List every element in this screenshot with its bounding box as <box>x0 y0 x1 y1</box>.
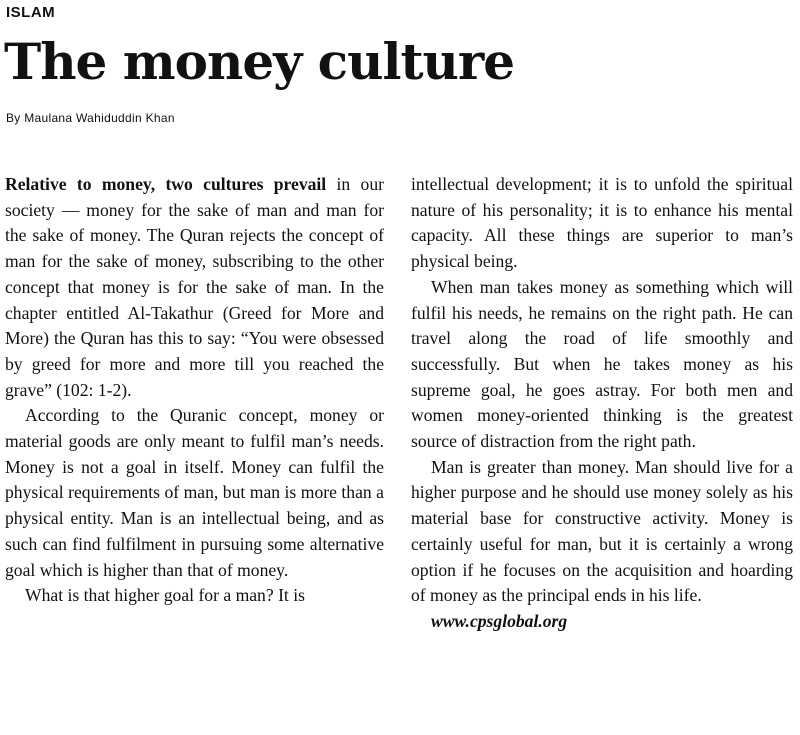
paragraph-1-text: in our society — money for the sake of man and man for the sake of money. The Quran rejects the concept of man for the sake of money, subscribing to the other concept that money is for the sake of man. In the chapter entitled Al-Takathur (Greed for More and More) the Quran has this to say: “You were obsessed by greed for more and more till you reached the grave” (102: 1-2). <box>5 174 384 400</box>
lead-in: Relative to money, two cultures prevail <box>5 174 327 194</box>
paragraph-3-start: What is that higher goal for a man? It is <box>25 585 305 606</box>
right-column <box>411 172 793 635</box>
paragraph-5: Man is greater than money. Man should live for a higher purpose and he should use money solely as his material base for constructive activity. Money is certainly useful for man, but it is certainly a wrong option if he focuses on the acquisition and hoarding of money as the principal ends in his life. <box>411 456 793 606</box>
paragraph-3-continued: intellectual development; it is to unfold the spiritual nature of his personality; it is to enhance his mental capacity. All these things are superior to man’s physical being. <box>411 174 793 272</box>
paragraph-1 <box>5 172 384 403</box>
paragraph-4: When man takes money as something which will fulfil his needs, he remains on the right path. He can travel along the road of life smoothly and successfully. But when he takes money as his supreme goal, he goes astray. For both men and women money-oriented thinking is the greatest source of distraction from the right path. <box>411 276 793 452</box>
section-label: ISLAM <box>6 4 56 21</box>
paragraph-2: According to the Quranic concept, money or material goods are only meant to fulfil man’s needs. Money is not a goal in itself. Money can fulfil the physical requirements of man, but man is more than a physical entity. Man is an intellectual being, and as such can find fulfilment in pursuing some alternative goal which is higher than that of money. <box>5 405 384 580</box>
left-column <box>5 172 384 609</box>
article-title: The money culture <box>4 32 515 91</box>
website-url: www.cpsglobal.org <box>431 610 568 631</box>
byline: By Maulana Wahiduddin Khan <box>6 111 175 125</box>
